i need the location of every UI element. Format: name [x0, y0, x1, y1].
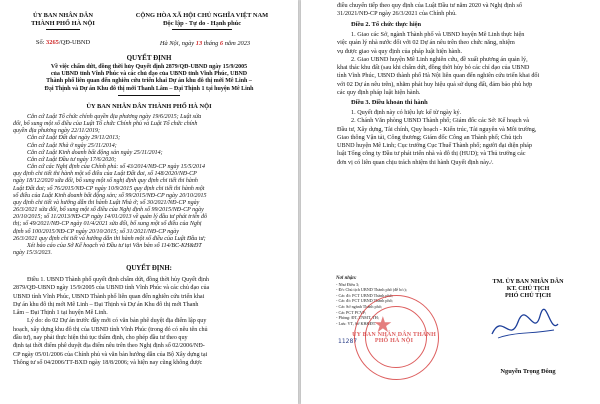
- article3-line: 2. Chánh Văn phòng UBND Thành phố; Giám đốc các Sở: Kế hoạch và: [351, 117, 529, 125]
- article2-line: 2. Giao UBND huyện Mê Linh nghiên cứu, đề xuất phương án quản lý,: [351, 55, 528, 63]
- issuing-authority: ỦY BAN NHÂN DÂN THÀNH PHỐ HÀ NỘI: [86, 103, 212, 110]
- subject-line: Đại Thịnh và Dự án Khu đô thị mới Thanh Lâm – Đại Thịnh 1 tại huyện Mê Linh: [44, 85, 254, 92]
- basis-line: định số 100/2015/NĐ-CP ngày 20/10/2015; số 31/2021/NĐ-CP ngày: [13, 228, 179, 235]
- article2-line: vụ được giao và quy định của pháp luật hiện hành.: [337, 47, 463, 55]
- document-heading: QUYẾT ĐỊNH: [126, 54, 172, 62]
- continued-line: điều chuyển tiếp theo quy định của Luật Đầu tư năm 2020 và Nghị định số: [337, 2, 522, 9]
- basis-line: 26/3/2021 quy định chi tiết và hướng dẫn thi hành một số điều của Luật Đầu tư;: [13, 235, 206, 242]
- basis-line: Luật Đất đai; số 76/2015/NĐ-CP ngày 10/9/2015 quy định chi tiết thi hành một: [13, 185, 205, 192]
- basis-line: Xét báo cáo của Sở Kế hoạch và Đầu tư tại Văn bản số 114/BC-KH&ĐT: [27, 242, 202, 249]
- article1-line: định tại thời điểm phê duyệt địa điểm nêu trên theo Nghị định số 02/2006/NĐ-: [13, 343, 205, 350]
- continued-line: 31/2021/NĐ-CP ngày 26/3/2021 của Chính phủ.: [337, 10, 457, 18]
- doc-number-suffix: /QĐ-UBND: [58, 39, 91, 46]
- decides-heading: QUYẾT ĐỊNH:: [126, 265, 172, 272]
- basis-line: ngày 15/3/2023.: [13, 249, 52, 256]
- document-subject: [8, 64, 290, 93]
- article1-line: UBND tỉnh Vĩnh Phúc, UBND Thành phố liên quan đến nghiên cứu triển khai: [13, 293, 205, 300]
- recipient-item: - Các PCT PCVP;: [336, 309, 367, 315]
- article-2-title: Điều 2. Tổ chức thực hiện: [351, 21, 422, 28]
- basis-line: Căn cứ Luật Tổ chức chính quyền địa phương ngày 19/6/2015; Luật sửa: [27, 114, 202, 120]
- national-title: CỘNG HÒA XÃ HỘI CHỦ NGHĨA VIỆT NAM: [135, 12, 269, 19]
- document-page-1: [0, 0, 298, 404]
- recipients-title: Nơi nhận:: [336, 276, 357, 281]
- signer-name: Nguyễn Trọng Đông: [500, 368, 556, 375]
- subject-line: Về việc chấm dứt, đồng thời hủy Quyết định 2879/QĐ-UBND ngày 15/9/2005: [50, 64, 248, 70]
- article-3-title: Điều 3. Điều khoản thi hành: [351, 99, 428, 106]
- date-month-label: tháng: [203, 40, 219, 47]
- article-3: [337, 109, 595, 167]
- doc-number-prefix: Số:: [35, 39, 45, 46]
- national-header: [112, 12, 292, 27]
- date-year: năm 2023: [224, 40, 251, 47]
- basis-line: Căn cứ Luật Kinh doanh bất động sản ngày 25/11/2014;: [27, 149, 163, 156]
- subject-line: của UBND tỉnh Vĩnh Phúc và các chủ đạo của UBND tỉnh Vĩnh Phúc, UBND: [50, 71, 248, 78]
- signature-block: [460, 278, 596, 299]
- subject-underline: [118, 95, 180, 96]
- article1-line: CP ngày 05/01/2006 của Chính phủ và văn bản hướng dẫn của Bộ Xây dựng tại: [13, 351, 208, 358]
- date-prefix: Hà Nội, ngày: [159, 40, 195, 47]
- sign-title: PHÓ CHỦ TỊCH: [505, 292, 551, 299]
- date-month: 6: [219, 40, 224, 47]
- recipient-item: - Các Sở ngành Thành phố;: [336, 303, 382, 309]
- sign-org-line2: KT. CHỦ TỊCH: [506, 285, 550, 292]
- doc-number-value: 3265: [46, 39, 59, 46]
- date-day: 13: [195, 40, 203, 47]
- basis-line: quy định chi tiết thi hành một số điều của Luật Đất đai, số 148/2020/NĐ-CP: [13, 171, 197, 178]
- issuing-org-line1: ỦY BAN NHÂN DÂN: [33, 12, 93, 19]
- article3-line: đơn vị có liên quan chịu trách nhiệm thi hành Quyết định này./.: [337, 158, 494, 166]
- official-seal: [354, 295, 439, 380]
- basis-line: Căn cứ Luật Đầu tư ngày 17/6/2020;: [27, 156, 117, 163]
- basis-line: số điều của Luật Kinh doanh bất động sản; số 99/2015/NĐ-CP ngày 20/10/2015: [13, 192, 207, 199]
- signature-icon: [484, 304, 564, 348]
- recipient-item: - Lưu: VT, Sở KH&ĐT.: [336, 320, 377, 326]
- article1-line: Điều 1. UBND Thành phố quyết định chấm dứt, đồng thời hủy Quyết định: [27, 277, 209, 283]
- recipient-item: - Các đ/c PCT UBND Thành phố;: [336, 298, 393, 304]
- article1-line: 2879/QĐ-UBND ngày 15/9/2005 của UBND tỉnh Vĩnh Phúc và các chủ đạo của: [13, 285, 210, 292]
- article3-line: Giao thông Vận tải, Công thương; Giám đốc Công an Thành phố; Chủ tịch: [337, 133, 523, 141]
- recipient-item: - Đ/c Chủ tịch UBND Thành phố (để b/c);: [336, 287, 407, 293]
- issuing-org-line2: THÀNH PHỐ HÀ NỘI: [31, 19, 95, 27]
- article-1-continued: [337, 2, 595, 19]
- basis-line: Căn cứ Luật Đất đai ngày 29/11/2013;: [27, 135, 121, 142]
- article3-line: luật Tổng công ty Đầu tư phát triển nhà và đô thị (HUD); và Thủ trưởng các: [337, 150, 526, 158]
- recipient-item: - Phòng: ĐT, TNMT, TH;: [336, 315, 379, 321]
- article1-line: Lâm – Đại Thịnh 1 tại huyện Mê Linh.: [13, 310, 108, 317]
- legal-basis: [13, 114, 285, 257]
- basis-line: 26/3/2021 sửa đổi, bổ sung một số điều của Nghị định số 99/2015/NĐ-CP ngày: [13, 207, 204, 214]
- basis-line: ngày 18/12/2020 sửa đổi, bổ sung một số nghị định quy định chi tiết thi hành: [13, 178, 198, 185]
- basis-line: quyền địa phương ngày 22/11/2019;: [13, 128, 101, 135]
- star-icon: ★: [373, 312, 393, 337]
- article-2: [337, 31, 595, 97]
- basis-line: quy định chi tiết và hướng dẫn thi hành Luật Nhà ở; số 30/2021/NĐ-CP ngày: [13, 199, 200, 206]
- seal-text: ỦY BAN NHÂN DÂN THÀNH PHỐ HÀ NỘI: [352, 332, 436, 344]
- article3-line: UBND huyện Mê Linh; Cục trưởng Cục Thuế Thành phố; người đại diện pháp: [337, 142, 533, 150]
- basis-line: đổi, bổ sung một số điều của Luật Tổ chức Chính phủ và Luật Tổ chức chính: [13, 121, 198, 128]
- sign-org-line1: TM. ỦY BAN NHÂN DÂN: [492, 278, 564, 285]
- basis-line: 20/10/2015; số 11/2013/NĐ-CP ngày 14/01/2013 về quản lý đầu tư phát triển đô: [13, 214, 208, 221]
- subject-line: Thành phố liên quan đến nghiên cứu triển khai Dự án khu đô thị mới Mê Linh –: [46, 78, 252, 85]
- article2-line: khai thác khu đất (sau khi chấm dứt, đồng thời hủy bỏ các chỉ đạo của UBND: [337, 64, 530, 72]
- article3-line: Đầu tư, Xây dựng, Tài chính, Quy hoạch - Kiến trúc, Tài nguyên và Môi trường,: [337, 125, 537, 133]
- article3-line: 1. Quyết định này có hiệu lực kể từ ngày ký.: [351, 109, 462, 116]
- recipient-item: - Như Điều 3;: [336, 281, 360, 287]
- basis-line: thị; số 49/2021/NĐ-CP ngày 01/4/2021 sửa đổi, bổ sung một số điều của Nghị: [13, 221, 202, 228]
- article1-line: Dự án khu đô thị mới Mê Linh – Đại Thịnh và Dự án Khu đô thị mới Thanh: [13, 301, 199, 308]
- document-date: [130, 40, 280, 48]
- article2-line: tỉnh Vĩnh Phúc, UBND thành phố Hà Nội liên quan đến nghiên cứu triển khai đối: [337, 72, 540, 80]
- article-1: [13, 276, 285, 367]
- article1-line: hoạch, xây dựng khu đô thị của UBND tỉnh Vĩnh Phúc (trong đó có nêu tên chủ: [13, 326, 208, 333]
- document-number: [14, 39, 112, 47]
- basis-line: Căn cứ các Nghị định của Chính phủ: số 43/2014/NĐ-CP ngày 15/5/2014: [27, 164, 205, 171]
- article1-line: Thông tư số 04/2006/TT-BXD ngày 18/8/2006; và hiện nay cũng không được: [13, 359, 203, 366]
- article2-line: việc quản lý nhà nước đối với 02 Dự án nêu trên theo chức năng, nhiệm: [337, 39, 515, 47]
- article2-line: các quy định pháp luật hiện hành.: [337, 89, 421, 97]
- motto-underline: [172, 29, 232, 30]
- recipient-item: - Các đ/c PCT UBND Thành phố;: [336, 292, 393, 298]
- basis-line: Căn cứ Luật Nhà ở ngày 25/11/2014;: [27, 142, 117, 149]
- article1-line: đầu tư), nay phải thực hiện thủ tục thẩm định, cho phép đầu tư theo quy: [13, 335, 188, 342]
- article1-line: Lý do: do 02 Dự án trước đây mới có văn bản phê duyệt địa điểm lập quy: [27, 318, 207, 325]
- article2-line: với 02 Dự án nêu trên), nhằm phát huy hiệu quả sử dụng đất, đảm bảo phù hợp: [337, 80, 533, 88]
- national-motto: Độc lập - Tự do - Hạnh phúc: [162, 19, 242, 27]
- org-underline: [46, 29, 80, 30]
- handwritten-number: 11287: [338, 338, 358, 345]
- article2-line: 1. Giao các Sở, ngành Thành phố và UBND huyện Mê Linh thực hiện: [351, 31, 525, 38]
- issuing-org: [14, 12, 112, 27]
